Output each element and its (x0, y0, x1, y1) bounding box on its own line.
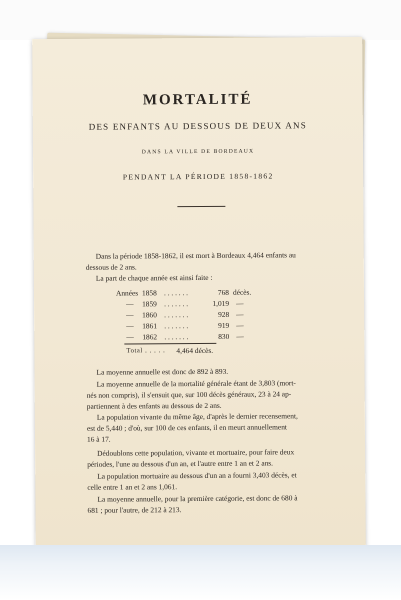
row-value: 919 (218, 320, 230, 330)
row-year: 1860 (142, 310, 157, 320)
total-label: Total . . . . . (126, 347, 166, 355)
row-unit: — (236, 331, 244, 341)
row-label: — (126, 310, 134, 320)
intro-line-1: Dans la période 1858-1862, il est mort à Bordeaux 4,464 enfants au (95, 250, 296, 261)
body-line: Dédoublons cette population, vivante et mortuaire, pour faire deux (97, 447, 295, 458)
total-value: 4,464 décès. (176, 345, 214, 356)
page-place: DANS LA VILLE DE BORDEAUX (141, 148, 255, 156)
body-line: La moyenne annuelle, pour la première catégorie, est donc de 680 à (97, 493, 298, 504)
row-value: 1,019 (212, 298, 230, 308)
row-year: 1862 (142, 332, 158, 342)
body-line: 681 ; pour l'autre, de 212 à 213. (87, 505, 182, 515)
row-label: — (126, 332, 134, 342)
row-dots: . . . . . . . (164, 321, 189, 331)
page-title: MORTALITÉ (142, 91, 253, 109)
row-value: 830 (218, 331, 230, 341)
row-dots: . . . . . . . (164, 299, 189, 309)
body-line: nés non compris), il s'ensuit que, sur 100 décès généraux, 23 à 24 ap- (86, 389, 292, 400)
page-subtitle: DES ENFANTS AU DESSOUS DE DEUX ANS (88, 120, 307, 132)
row-unit: — (236, 309, 244, 319)
row-dots: . . . . . . . (163, 288, 189, 298)
row-label: Années (115, 288, 139, 298)
row-dots: . . . . . . . (164, 332, 189, 342)
document-page (32, 37, 366, 551)
row-year: 1861 (142, 321, 158, 331)
row-label: — (126, 299, 134, 309)
row-year: 1858 (141, 288, 157, 298)
body-line: périodes, l'une au dessous d'un an, et l'autre entre 1 an et 2 ans. (87, 458, 274, 469)
row-unit: — (236, 298, 244, 308)
body-line: 16 à 17. (86, 434, 111, 444)
body-line: La population vivante du même âge, d'après le dernier recensement, (96, 411, 298, 422)
display-stand (0, 545, 401, 600)
row-value: 928 (218, 309, 230, 319)
row-unit: décès. (232, 287, 252, 297)
body-line: est de 5,440 ; d'où, sur 100 de ces enfants, il en meurt annuellement (86, 422, 287, 433)
intro-line-3: La part de chaque année est ainsi faite : (95, 272, 213, 283)
body-line: celle entre 1 an et 2 ans 1,061. (87, 482, 178, 492)
row-label: — (126, 321, 134, 331)
body-line: La population mortuaire au dessous d'un an a fourni 3,403 décès, et (97, 470, 297, 481)
row-year: 1859 (142, 299, 157, 309)
row-value: 768 (217, 287, 230, 297)
body-line: La moyenne annuelle est donc de 892 à 893. (96, 366, 229, 377)
row-dots: . . . . . . . (164, 310, 189, 320)
body-line: La moyenne annuelle de la mortalité générale étant de 3,803 (mort- (96, 378, 296, 389)
intro-line-2: dessous de 2 ans. (85, 262, 137, 272)
body-line: partiennent à des enfants au dessous de 2 ans. (86, 400, 222, 411)
page-period: PENDANT LA PÉRIODE 1858-1862 (122, 171, 274, 182)
title-divider (177, 206, 225, 207)
row-unit: — (236, 320, 244, 330)
